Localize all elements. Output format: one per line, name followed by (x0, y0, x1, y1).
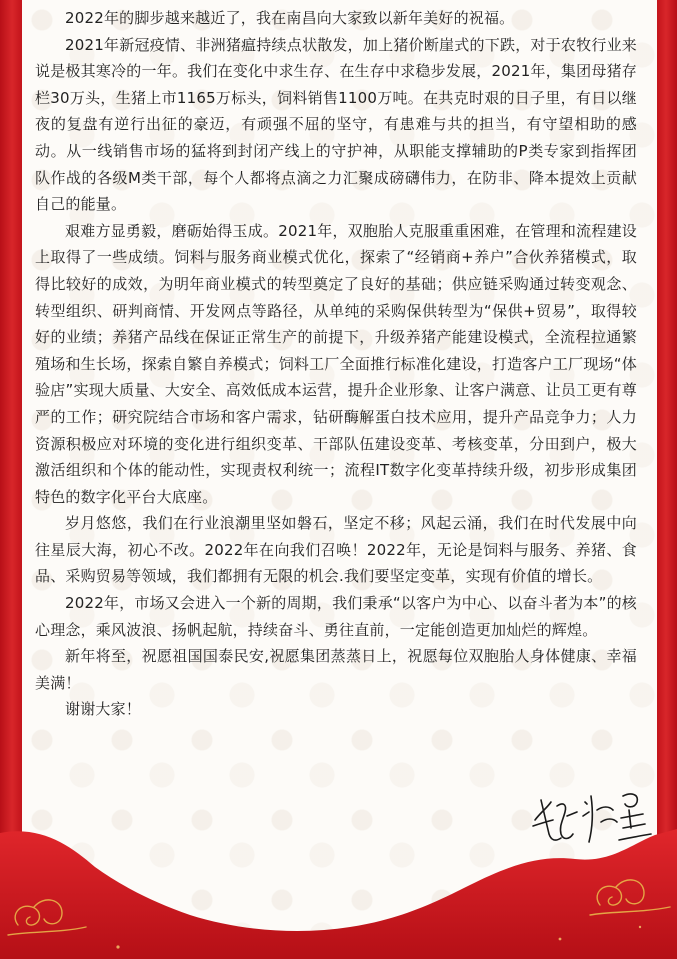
paragraph-thanks: 谢谢大家！ (65, 700, 142, 719)
gold-sparkle (116, 945, 119, 948)
cloud-shape (0, 829, 677, 959)
paragraph-new-year-wishes: 新年将至，祝愿祖国国泰民安,祝愿集团蒸蒸日上，祝愿每位双胞胎人身体健康、幸福美满！ (35, 647, 637, 692)
paragraph-greeting: 2022年的脚步越来越近了，我在南昌向大家致以新年美好的祝福。 (65, 9, 515, 27)
letter-body (35, 5, 637, 723)
paragraph-outlook: 岁月悠悠，我们在行业浪潮里坚如磐石，坚定不移；风起云涌，我们在时代发展中向往星辰大海，初心不改。2022年在向我们召唤！2022年，无论是饲料与服务、养猪、食品、采购贸易等领域，我们都拥有无限的机会.我们要坚定变革，实现有价值的增长。 (35, 514, 637, 586)
paragraph-achievements: 艰难方显勇毅，磨砺始得玉成。2021年，双胞胎人克服重重困难，在管理和流程建设上取得了一些成绩。饲料与服务商业模式优化，探索了“经销商+养户”合伙养猪模式，取得比较好的成效，为明年商业模式的转型奠定了良好的基础；供应链采购通过转变观念、转型组织、研判商情、开发网点等路径，从单纯的采购保供转型为“保供+贸易”，取得较好的业绩；养猪产品线在保证正常生产的前提下，升级养猪产能建设模式，全流程拉通繁殖场和生长场，探索自繁自养模式；饲料工厂全面推行标准化建设，打造客户工厂现场“体验店”实现大质量、大安全、高效低成本运营，提升企业形象、让客户满意、让员工更有尊严的工作；研究院结合市场和客户需求，钻研酶解蛋白技术应用，提升产品竞争力；人力资源积极应对环境的变化进行组织变革、干部队伍建设变革、考核变革，分田到户，极大激活组织和个体的能动性，实现责权利统一；流程IT数字化变革持续升级，初步形成集团特色的数字化平台大底座。 (35, 221, 637, 506)
paragraph-2021-review: 2021年新冠疫情、非洲猪瘟持续点状散发，加上猪价断崖式的下跌，对于农牧行业来说是极其寒冷的一年。我们在变化中求生存、在生存中求稳步发展，2021年，集团母猪存栏30万头，生猪上市1165万标头，饲料销售1100万吨。在共克时艰的日子里，有日以继夜的复盘有逆行出征的豪迈，有顽强不屈的坚守，有患难与共的担当，有守望相助的感动。从一线销售市场的猛将到封闭产线上的守护神，从职能支撑辅助的P类专家到指挥团队作战的各级M类干部，每个人都将点滴之力汇聚成磅礴伟力，在防非、降本提效上贡献自己的能量。 (35, 35, 637, 214)
paragraph-2022-vision: 2022年，市场又会进入一个新的周期，我们秉承“以客户为中心、以奋斗者为本”的核心理念，乘风波浪、扬帆起航，持续奋斗、勇往直前，一定能创造更加灿烂的辉煌。 (35, 594, 637, 639)
decorative-cloud-band (0, 815, 677, 959)
